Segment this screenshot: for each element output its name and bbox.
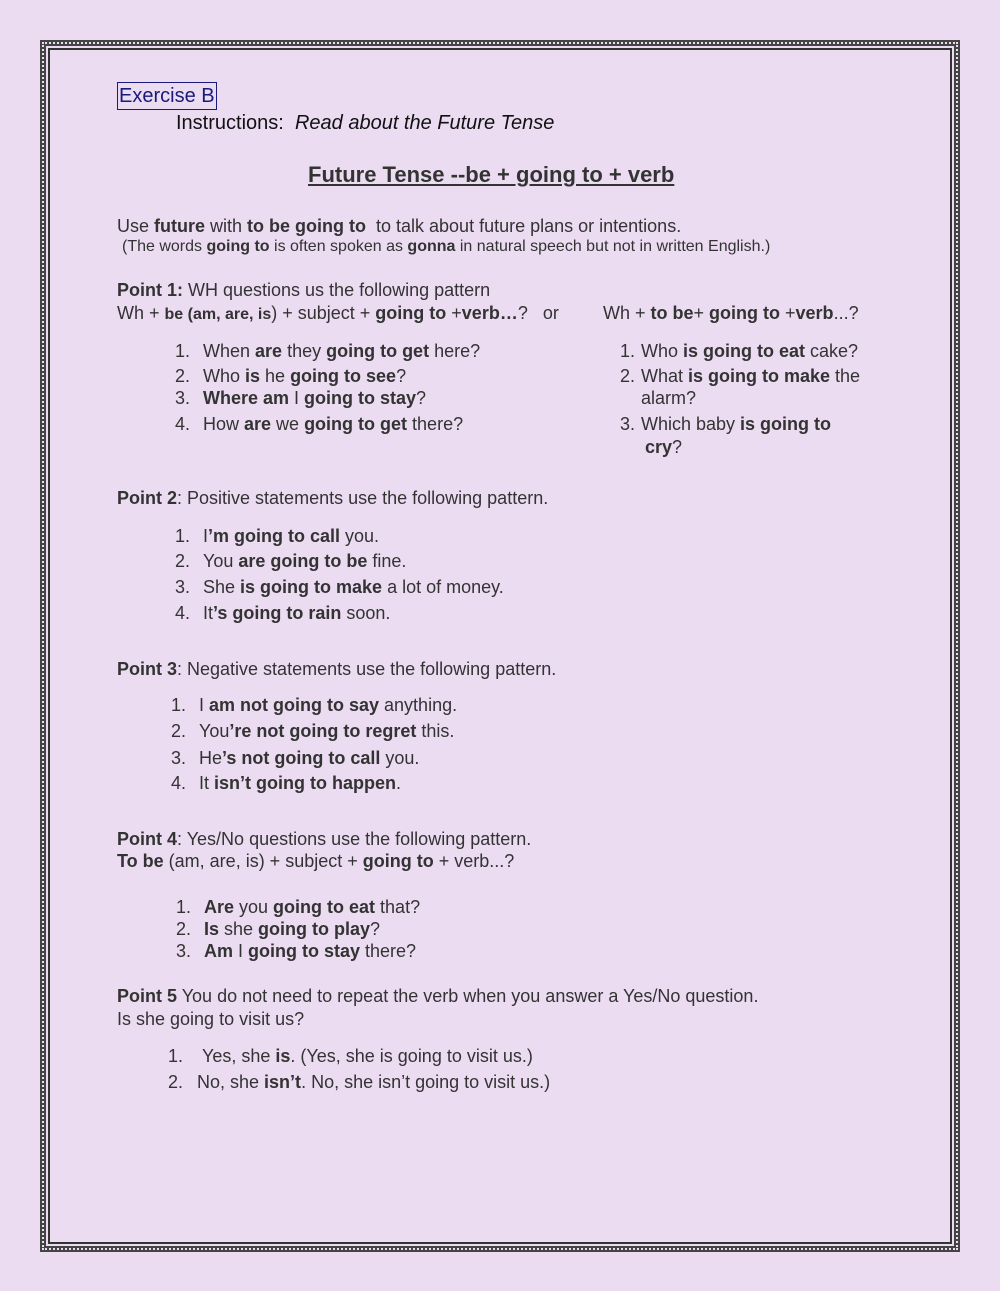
point1-heading: Point 1: WH questions us the following pattern <box>117 280 491 300</box>
intro-line-2: (The words going to is often spoken as gonna in natural speech but not in written English.) <box>122 238 771 255</box>
point3-heading: Point 3: Negative statements use the following pattern. <box>117 659 557 679</box>
exercise-label: Exercise B <box>117 82 217 110</box>
page-title: Future Tense --be + going to + verb <box>308 162 675 187</box>
point1-pattern-right: Wh + to be+ going to +verb...? <box>603 303 859 323</box>
list-item: 3. Which baby is going to <box>620 414 832 434</box>
list-item: 2. You are going to be fine. <box>175 551 407 571</box>
list-item: 1. I am not going to say anything. <box>171 695 458 715</box>
point5-heading: Point 5 You do not need to repeat the verb when you answer a Yes/No question. <box>117 986 759 1006</box>
point4-heading: Point 4: Yes/No questions use the following pattern. <box>117 829 532 849</box>
list-item: 1. Are you going to eat that? <box>176 897 421 917</box>
list-item-continuation: cry? <box>645 437 683 457</box>
instructions-prefix: Instructions: <box>176 112 284 134</box>
list-item: 2. What is going to make the <box>620 366 861 386</box>
list-item: 1. Who is going to eat cake? <box>620 341 859 361</box>
point2-heading: Point 2: Positive statements use the following pattern. <box>117 488 549 508</box>
list-item: 1. I’m going to call you. <box>175 526 380 546</box>
list-item: 4. It isn’t going to happen. <box>171 773 402 793</box>
list-item: 1. When are they going to get here? <box>175 341 481 361</box>
list-item: 2. Is she going to play? <box>176 919 381 939</box>
point4-pattern: To be (am, are, is) + subject + going to + verb...? <box>117 851 515 871</box>
list-item: 3. Am I going to stay there? <box>176 941 417 961</box>
list-item: 3. Where am I going to stay? <box>175 388 427 408</box>
instructions <box>176 112 554 135</box>
list-item: 3. She is going to make a lot of money. <box>175 577 504 597</box>
list-item: 1. Yes, she is. (Yes, she is going to visit us.) <box>168 1046 533 1066</box>
list-item: 4. How are we going to get there? <box>175 414 464 434</box>
instructions-text: Read about the Future Tense <box>294 112 555 134</box>
list-item: 3. He’s not going to call you. <box>171 748 420 768</box>
list-item: 2. Who is he going to see? <box>175 366 407 386</box>
list-item: 2. You’re not going to regret this. <box>171 721 455 741</box>
point1-pattern-left: Wh + be (am, are, is) + subject + going to +verb…? or <box>117 303 559 323</box>
list-item: 2. No, she isn’t. No, she isn’t going to visit us.) <box>168 1072 551 1092</box>
point5-question: Is she going to visit us? <box>117 1009 305 1029</box>
list-item: 4. It’s going to rain soon. <box>175 603 391 623</box>
intro-line-1: Use future with to be going to to talk about future plans or intentions. <box>117 216 682 236</box>
list-item-continuation: alarm? <box>641 388 697 408</box>
